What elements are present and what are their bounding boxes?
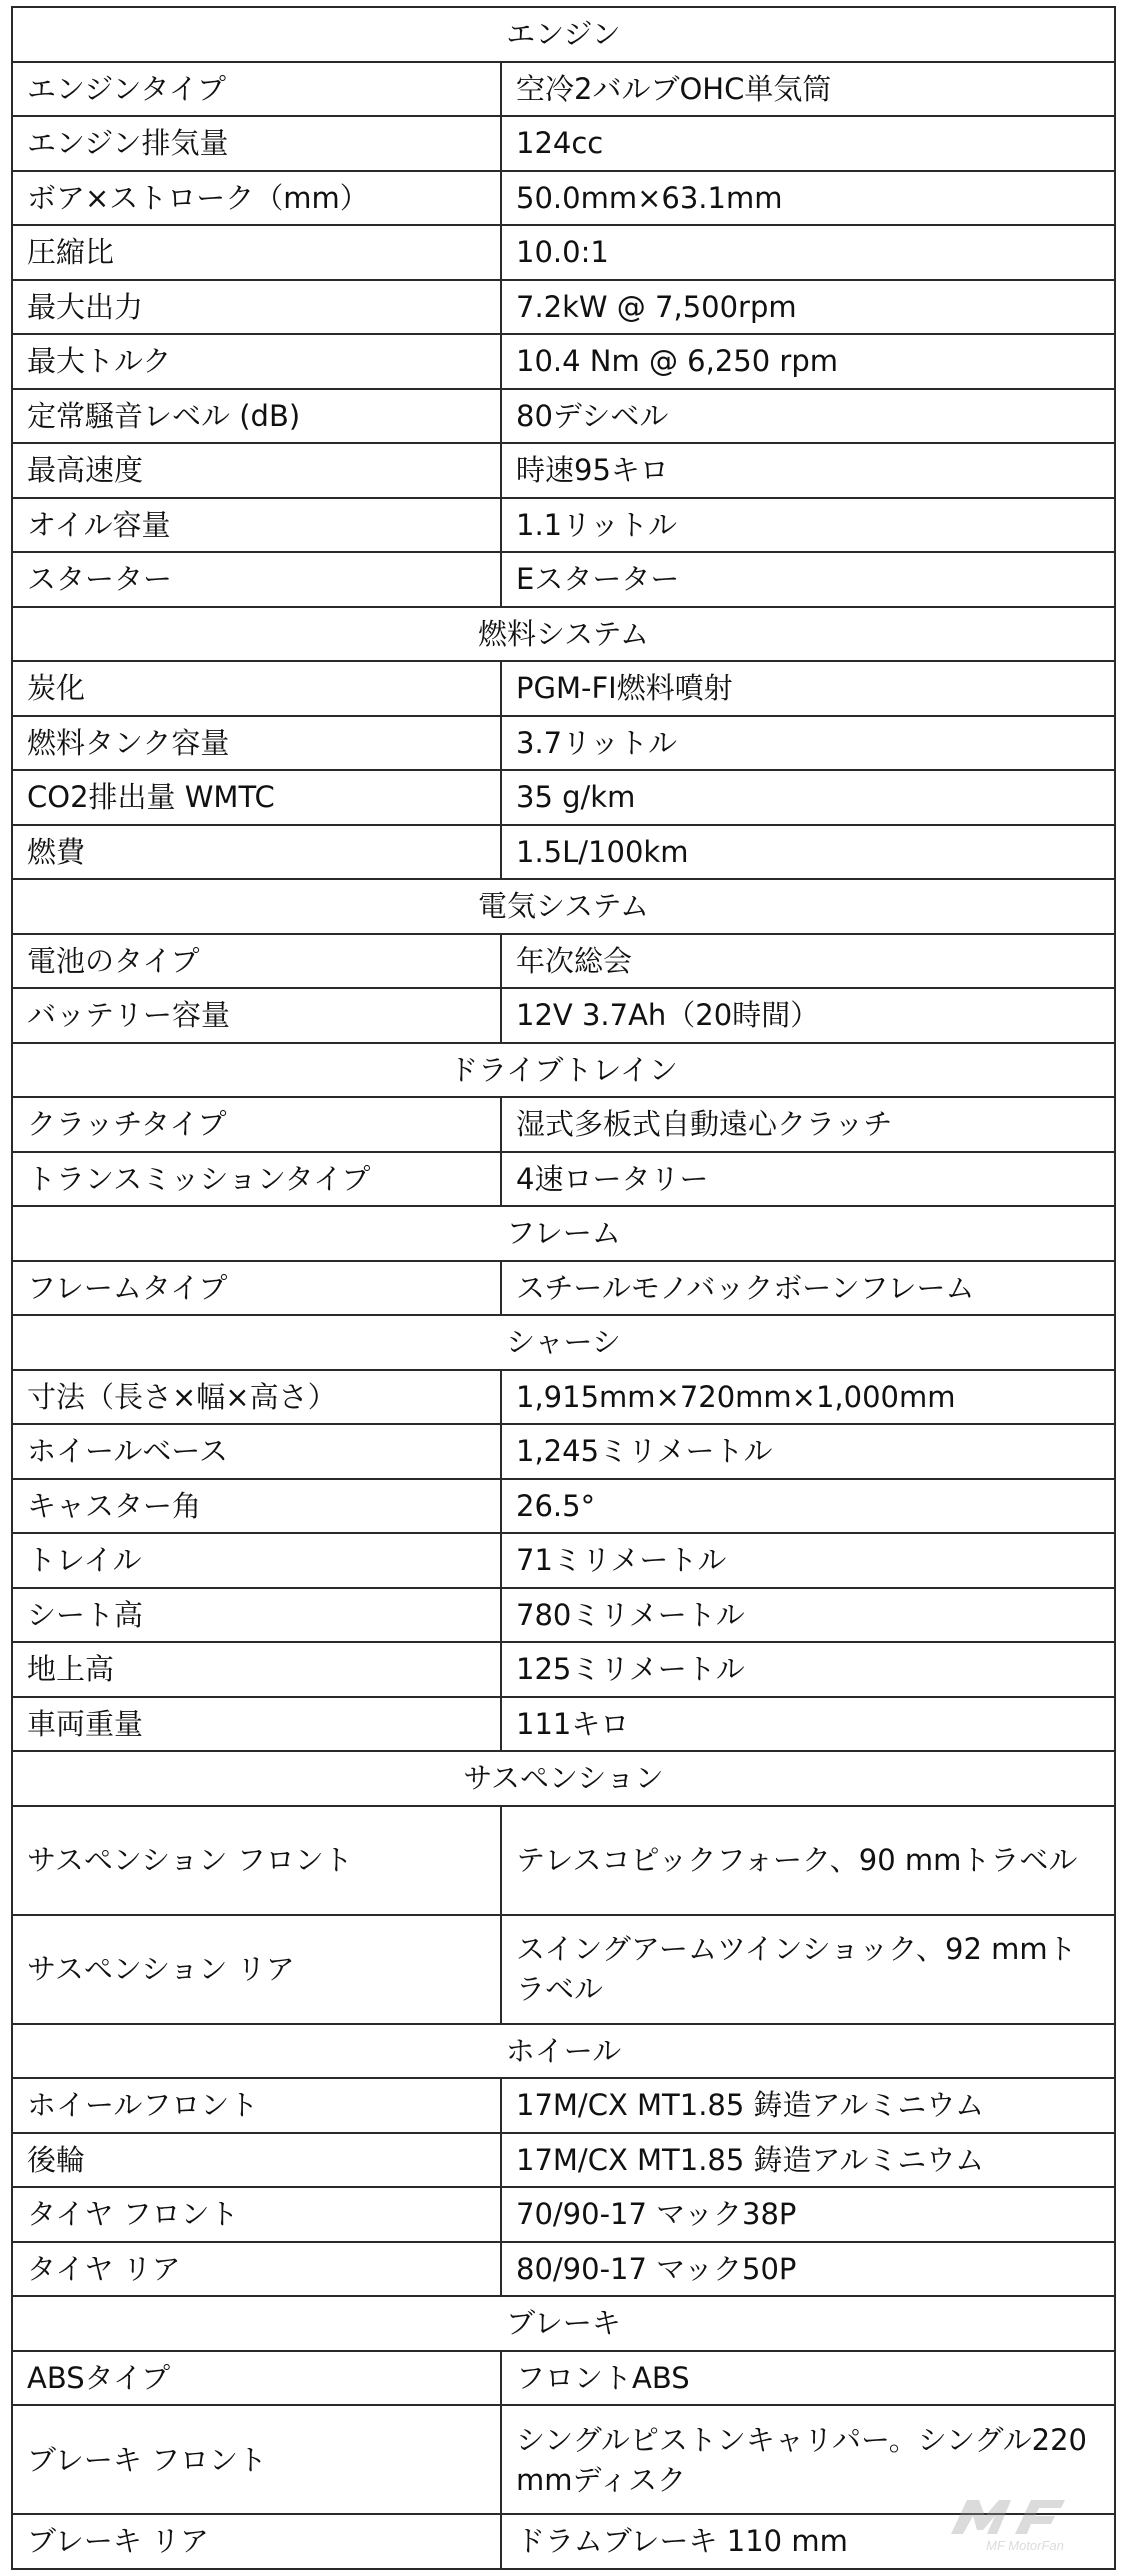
spec-value: フロントABS <box>501 2351 1115 2406</box>
section-header-row <box>12 2024 1115 2079</box>
spec-label: 圧縮比 <box>12 225 501 280</box>
spec-value: 10.0:1 <box>501 225 1115 280</box>
spec-row <box>12 770 1115 825</box>
spec-value: 80デシベル <box>501 389 1115 444</box>
spec-label: フレームタイプ <box>12 1261 501 1316</box>
spec-row <box>12 1642 1115 1697</box>
spec-value: 17M/CX MT1.85 鋳造アルミニウム <box>501 2133 1115 2188</box>
section-title: ブレーキ <box>12 2296 1115 2351</box>
spec-value: 26.5° <box>501 1479 1115 1534</box>
spec-label: エンジン排気量 <box>12 116 501 171</box>
spec-label: CO2排出量 WMTC <box>12 770 501 825</box>
spec-label: ブレーキ フロント <box>12 2405 501 2514</box>
spec-value: 70/90-17 マック38P <box>501 2187 1115 2242</box>
spec-label: 寸法（長さ×幅×高さ） <box>12 1370 501 1425</box>
section-title: サスペンション <box>12 1751 1115 1806</box>
section-header-row <box>12 1206 1115 1261</box>
spec-row <box>12 225 1115 280</box>
watermark-text: MF MotorFan <box>986 2538 1064 2553</box>
spec-row <box>12 2133 1115 2188</box>
spec-value: シングルピストンキャリパー。シングル220 mmディスク <box>501 2405 1115 2514</box>
spec-value: 12V 3.7Ah（20時間） <box>501 988 1115 1043</box>
spec-label: 電池のタイプ <box>12 934 501 989</box>
section-header-row <box>12 1315 1115 1370</box>
spec-row <box>12 1152 1115 1207</box>
spec-row <box>12 62 1115 117</box>
spec-value: 1.5L/100km <box>501 825 1115 880</box>
spec-label: 最大トルク <box>12 334 501 389</box>
section-title: エンジン <box>12 7 1115 62</box>
spec-label: 車両重量 <box>12 1697 501 1752</box>
section-title: ドライブトレイン <box>12 1043 1115 1098</box>
section-title: 燃料システム <box>12 607 1115 662</box>
spec-value: スイングアームツインショック、92 mmトラベル <box>501 1915 1115 2024</box>
spec-row <box>12 2242 1115 2297</box>
spec-value: 780ミリメートル <box>501 1588 1115 1643</box>
spec-value: 時速95キロ <box>501 443 1115 498</box>
spec-label: ホイールベース <box>12 1424 501 1479</box>
spec-row <box>12 1097 1115 1152</box>
spec-label: クラッチタイプ <box>12 1097 501 1152</box>
spec-label: オイル容量 <box>12 498 501 553</box>
spec-table <box>11 6 1116 2570</box>
spec-label: バッテリー容量 <box>12 988 501 1043</box>
spec-value: スチールモノバックボーンフレーム <box>501 1261 1115 1316</box>
section-header-row <box>12 1043 1115 1098</box>
spec-value: 年次総会 <box>501 934 1115 989</box>
section-header-row <box>12 879 1115 934</box>
spec-value: 1,915mm×720mm×1,000mm <box>501 1370 1115 1425</box>
spec-label: トランスミッションタイプ <box>12 1152 501 1207</box>
spec-row <box>12 988 1115 1043</box>
spec-row <box>12 443 1115 498</box>
spec-value: 7.2kW @ 7,500rpm <box>501 280 1115 335</box>
section-header-row <box>12 1751 1115 1806</box>
spec-row <box>12 825 1115 880</box>
spec-value: テレスコピックフォーク、90 mmトラベル <box>501 1806 1115 1915</box>
section-title: フレーム <box>12 1206 1115 1261</box>
spec-value: 空冷2バルブOHC単気筒 <box>501 62 1115 117</box>
spec-value: 80/90-17 マック50P <box>501 2242 1115 2297</box>
spec-label: トレイル <box>12 1533 501 1588</box>
spec-row <box>12 334 1115 389</box>
spec-label: 燃料タンク容量 <box>12 716 501 771</box>
spec-label: ボア×ストローク（mm） <box>12 171 501 226</box>
spec-row <box>12 934 1115 989</box>
spec-label: シート高 <box>12 1588 501 1643</box>
spec-label: エンジンタイプ <box>12 62 501 117</box>
spec-row <box>12 280 1115 335</box>
spec-label: ABSタイプ <box>12 2351 501 2406</box>
spec-label: タイヤ フロント <box>12 2187 501 2242</box>
spec-label: 定常騒音レベル (dB) <box>12 389 501 444</box>
section-header-row <box>12 7 1115 62</box>
spec-row <box>12 2078 1115 2133</box>
spec-value: 3.7リットル <box>501 716 1115 771</box>
spec-row <box>12 716 1115 771</box>
spec-row <box>12 116 1115 171</box>
spec-value: Eスターター <box>501 552 1115 607</box>
spec-value: 4速ロータリー <box>501 1152 1115 1207</box>
spec-value: 50.0mm×63.1mm <box>501 171 1115 226</box>
spec-label: 最高速度 <box>12 443 501 498</box>
spec-row <box>12 498 1115 553</box>
spec-value: 湿式多板式自動遠心クラッチ <box>501 1097 1115 1152</box>
spec-label: サスペンション フロント <box>12 1806 501 1915</box>
spec-label: キャスター角 <box>12 1479 501 1534</box>
spec-label: 後輪 <box>12 2133 501 2188</box>
spec-row <box>12 2351 1115 2406</box>
spec-row <box>12 552 1115 607</box>
spec-value: 17M/CX MT1.85 鋳造アルミニウム <box>501 2078 1115 2133</box>
spec-label: 地上高 <box>12 1642 501 1697</box>
spec-row <box>12 661 1115 716</box>
section-title: シャーシ <box>12 1315 1115 1370</box>
spec-value: PGM-FI燃料噴射 <box>501 661 1115 716</box>
spec-row <box>12 1533 1115 1588</box>
spec-label: 炭化 <box>12 661 501 716</box>
spec-row <box>12 1588 1115 1643</box>
section-header-row <box>12 2296 1115 2351</box>
spec-label: タイヤ リア <box>12 2242 501 2297</box>
spec-label: スターター <box>12 552 501 607</box>
spec-row <box>12 1479 1115 1534</box>
section-title: ホイール <box>12 2024 1115 2079</box>
section-header-row <box>12 607 1115 662</box>
spec-label: ホイールフロント <box>12 2078 501 2133</box>
spec-value: 71ミリメートル <box>501 1533 1115 1588</box>
spec-value: 10.4 Nm @ 6,250 rpm <box>501 334 1115 389</box>
spec-value: 125ミリメートル <box>501 1642 1115 1697</box>
spec-row <box>12 2187 1115 2242</box>
spec-label: サスペンション リア <box>12 1915 501 2024</box>
spec-label: 最大出力 <box>12 280 501 335</box>
spec-row <box>12 1697 1115 1752</box>
section-title: 電気システム <box>12 879 1115 934</box>
spec-row <box>12 171 1115 226</box>
spec-value: 35 g/km <box>501 770 1115 825</box>
spec-row <box>12 1261 1115 1316</box>
spec-row <box>12 1915 1115 2024</box>
spec-value: 124cc <box>501 116 1115 171</box>
spec-row <box>12 1424 1115 1479</box>
spec-row <box>12 1806 1115 1915</box>
spec-table-body <box>12 7 1115 2569</box>
spec-label: ブレーキ リア <box>12 2514 501 2569</box>
spec-value: ドラムブレーキ 110 mm <box>501 2514 1115 2569</box>
spec-label: 燃費 <box>12 825 501 880</box>
spec-row <box>12 1370 1115 1425</box>
spec-row <box>12 389 1115 444</box>
spec-value: 1.1リットル <box>501 498 1115 553</box>
motorfan-logo-watermark <box>945 2490 1115 2556</box>
spec-value: 111キロ <box>501 1697 1115 1752</box>
spec-value: 1,245ミリメートル <box>501 1424 1115 1479</box>
